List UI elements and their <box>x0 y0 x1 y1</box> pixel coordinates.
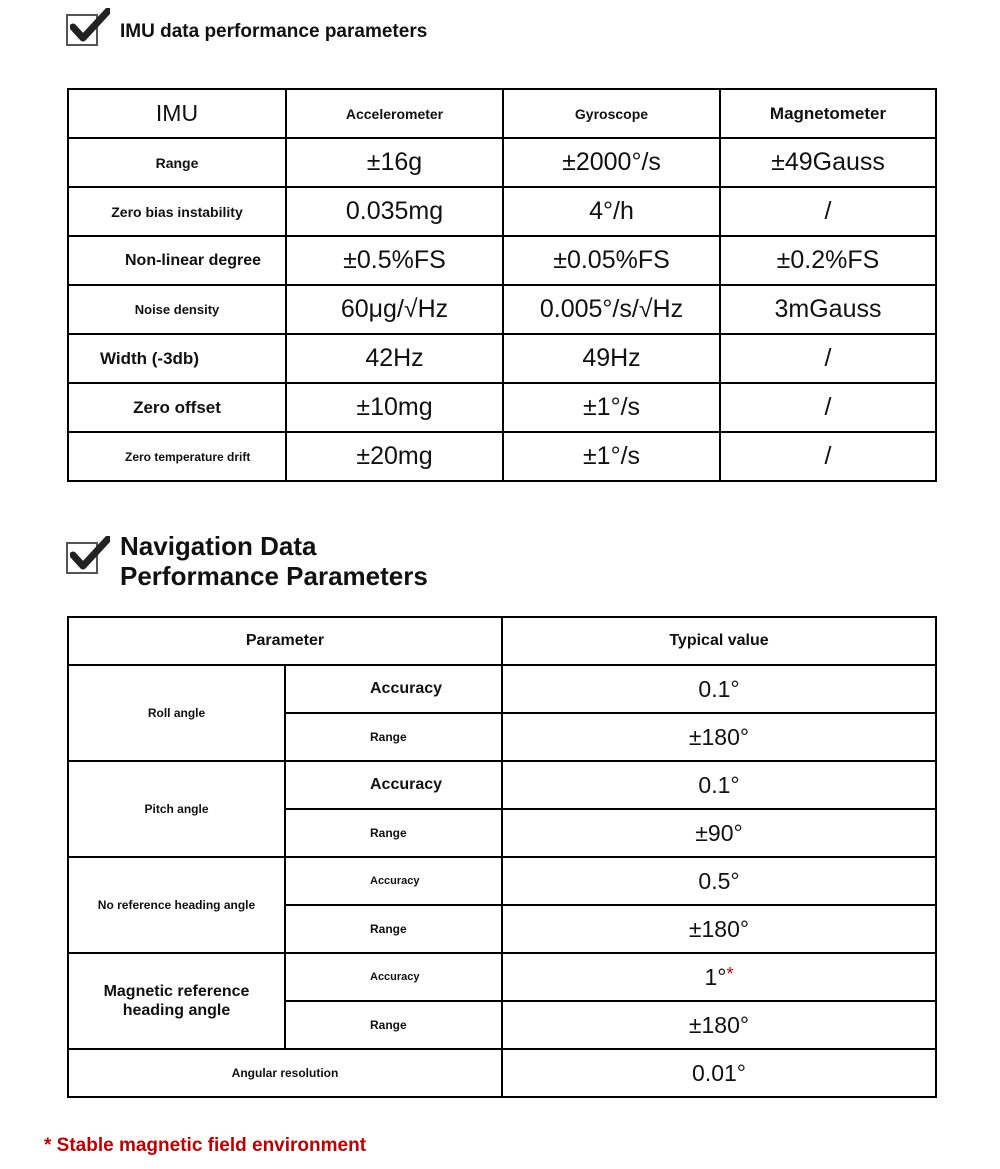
table-row <box>68 187 936 236</box>
navigation-title-line2: Performance Parameters <box>120 561 428 591</box>
typical-value-text: 1° <box>704 963 727 990</box>
typical-value: ±180° <box>502 1001 936 1049</box>
group-label-no-reference-heading: No reference heading angle <box>68 857 285 953</box>
table-row <box>68 383 936 432</box>
typical-value: 0.5° <box>502 857 936 905</box>
gyroscope-value: ±1°/s <box>503 383 720 432</box>
checkmark-icon <box>66 14 98 46</box>
accelerometer-value: ±20mg <box>286 432 503 481</box>
typical-value: ±180° <box>502 905 936 953</box>
table-header-row <box>68 617 936 665</box>
navigation-section-title <box>120 531 428 591</box>
header-typical-value: Typical value <box>502 617 936 665</box>
imu-section-heading <box>66 14 427 46</box>
angular-resolution-value: 0.01° <box>502 1049 936 1097</box>
typical-value: ±90° <box>502 809 936 857</box>
navigation-performance-table <box>67 616 937 1098</box>
metric-label: Range <box>285 905 502 953</box>
imu-section-title: IMU data performance parameters <box>120 21 428 42</box>
magnetometer-value: / <box>720 187 936 236</box>
table-header-row <box>68 89 936 138</box>
accelerometer-value: ±16g <box>286 138 503 187</box>
magnetometer-value: / <box>720 432 936 481</box>
header-parameter: Parameter <box>68 617 502 665</box>
gyroscope-value: 49Hz <box>503 334 720 383</box>
metric-label: Range <box>285 713 502 761</box>
imu-performance-table <box>67 88 937 482</box>
header-imu: IMU <box>68 89 286 138</box>
metric-label: Range <box>285 809 502 857</box>
magnetometer-value: ±49Gauss <box>720 138 936 187</box>
gyroscope-value: ±2000°/s <box>503 138 720 187</box>
row-label: Noise density <box>68 285 286 334</box>
magnetometer-value: ±0.2%FS <box>720 236 936 285</box>
metric-label: Accuracy <box>285 953 502 1001</box>
group-label-pitch: Pitch angle <box>68 761 285 857</box>
checkmark-icon <box>66 542 98 574</box>
gyroscope-value: 0.005°/s/√Hz <box>503 285 720 334</box>
table-row <box>68 953 936 1001</box>
metric-label: Accuracy <box>285 665 502 713</box>
footnote: * Stable magnetic field environment <box>44 1135 367 1156</box>
typical-value: 0.1° <box>502 665 936 713</box>
magnetometer-value: / <box>720 383 936 432</box>
accelerometer-value: ±10mg <box>286 383 503 432</box>
gyroscope-value: 4°/h <box>503 187 720 236</box>
angular-resolution-label: Angular resolution <box>68 1049 502 1097</box>
group-label-roll: Roll angle <box>68 665 285 761</box>
navigation-title-line1: Navigation Data <box>120 531 317 561</box>
accelerometer-value: ±0.5%FS <box>286 236 503 285</box>
table-row <box>68 1049 936 1097</box>
metric-label: Accuracy <box>285 857 502 905</box>
accelerometer-value: 60μg/√Hz <box>286 285 503 334</box>
table-row <box>68 334 936 383</box>
group-label-magnetic-reference-heading: Magnetic reference heading angle <box>68 953 285 1049</box>
row-label: Range <box>68 138 286 187</box>
metric-label: Accuracy <box>285 761 502 809</box>
typical-value: 0.1° <box>502 761 936 809</box>
header-gyroscope: Gyroscope <box>503 89 720 138</box>
footnote-marker: * <box>726 963 734 984</box>
navigation-section-heading <box>66 531 428 591</box>
typical-value: ±180° <box>502 713 936 761</box>
metric-label: Range <box>285 1001 502 1049</box>
typical-value <box>502 953 936 1001</box>
row-label: Zero offset <box>68 383 286 432</box>
table-row <box>68 285 936 334</box>
gyroscope-value: ±0.05%FS <box>503 236 720 285</box>
table-row <box>68 761 936 809</box>
table-row <box>68 236 936 285</box>
row-label: Non-linear degree <box>68 236 286 285</box>
gyroscope-value: ±1°/s <box>503 432 720 481</box>
header-magnetometer: Magnetometer <box>720 89 936 138</box>
table-row <box>68 857 936 905</box>
accelerometer-value: 0.035mg <box>286 187 503 236</box>
accelerometer-value: 42Hz <box>286 334 503 383</box>
row-label: Zero bias instability <box>68 187 286 236</box>
row-label: Zero temperature drift <box>68 432 286 481</box>
magnetometer-value: 3mGauss <box>720 285 936 334</box>
row-label: Width (-3db) <box>68 334 286 383</box>
table-row <box>68 138 936 187</box>
magnetometer-value: / <box>720 334 936 383</box>
table-row <box>68 665 936 713</box>
header-accelerometer: Accelerometer <box>286 89 503 138</box>
table-row <box>68 432 936 481</box>
